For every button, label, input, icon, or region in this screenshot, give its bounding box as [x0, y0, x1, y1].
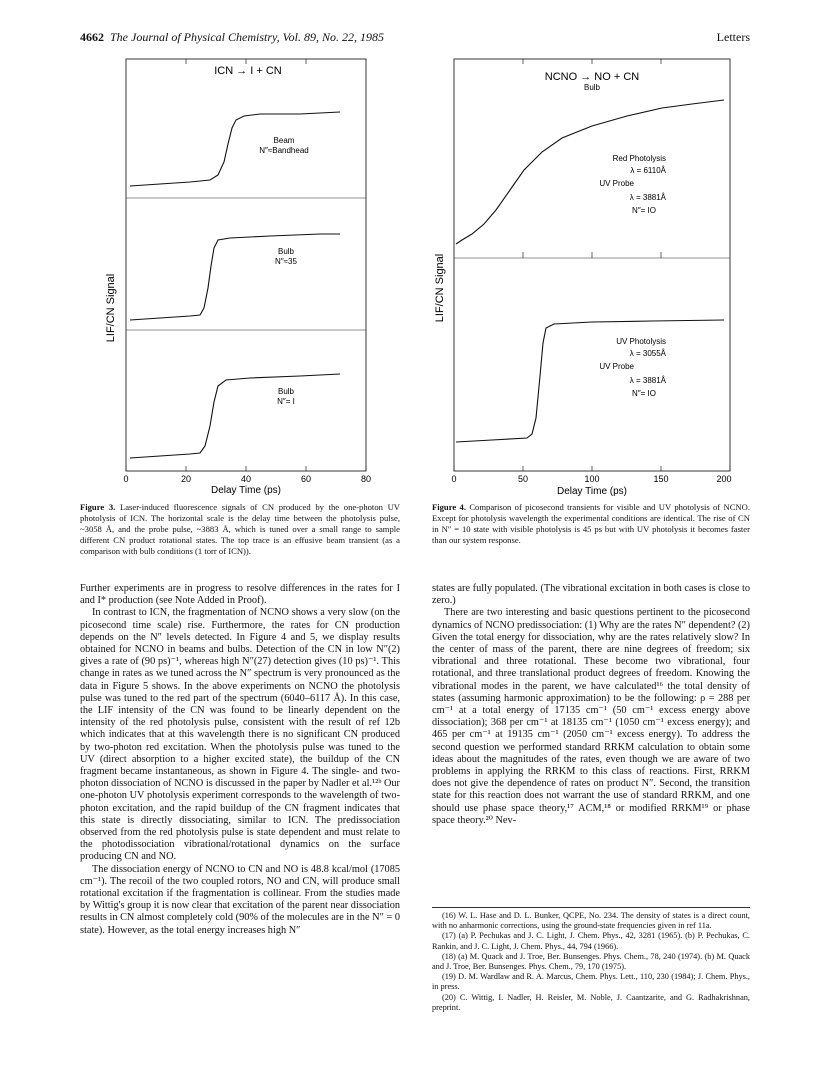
figure-3	[100, 58, 390, 498]
fig4-subtitle: Bulb	[583, 83, 601, 92]
fig3-caption-text: Laser-induced fluorescence signals of CN produced by the one-photon UV photolysis of ICN. The horizontal scale is the delay time between the photolysis pulse, ~3058 Å, and the probe pulse, ~3883 Å, which is tuned over a small range to sample different CN product rotational states. The top trace is an effusive beam transient (as a comparison with bulb conditions (1 torr of ICN)).	[80, 502, 400, 556]
journal-title: The Journal of Physical Chemistry, Vol. 89, No. 22, 1985	[110, 30, 384, 44]
fig3-trace3-label-2: N″= I	[277, 397, 295, 406]
fig3-xtick: 20	[180, 474, 192, 484]
footnote-references	[432, 907, 750, 1013]
page-header	[80, 30, 750, 48]
paragraph: The dissociation energy of NCNO to CN and NO is 48.8 kcal/mol (17085 cm⁻¹). The recoil of the two coupled rotors, NO and CN, will produce small rotational excitation if the fragmentation is collinear. From the studies made by Wittig's group it is now clear that excitation of the parent near dissociation results in CN almost completely cold (90% of the molecules are in the N″ = 0 state). However, as the total energy increases high N″	[80, 863, 400, 936]
paragraph: Further experiments are in progress to resolve differences in the rates for I and I* production (see Note Added in Proof).	[80, 583, 400, 607]
fig4-xtick: 200	[716, 474, 732, 484]
fig3-ylabel: LIF/CN Signal	[105, 273, 117, 343]
fig3-frame	[126, 59, 366, 471]
reference: (16) W. L. Hase and D. L. Bunker, QCPE, No. 234. The density of states is a direct count, with no anharmonic corrections, using the ground-state frequencies given in ref 11a.	[432, 911, 750, 931]
paragraph: There are two interesting and basic questions pertinent to the picosecond dynamics of NCNO predissociation: (1) Why are the rates N″ dependent? (2) Given the total energy for dissociation, why are the rates relatively slow? In the center of mass of the parent, there are nine degrees of freedom; six vibrational and three rotational. These become two vibrational, four rotational, and three translational product degrees of freedom. Knowing the vibrational modes in the parent, we have calculated¹⁶ the total density of states (assuming harmonic approximation) to be the following: ρ = 288 per cm⁻¹ at a total energy of 17135 cm⁻¹ (50 cm⁻¹ excess energy above dissociation); 368 per cm⁻¹ at 18135 cm⁻¹ (1050 cm⁻¹ excess energy); and 465 per cm⁻¹ at 19135 cm⁻¹ (2050 cm⁻¹ excess energy). To address the second question we performed standard RRKM calculation to obtain some ideas about the magnitudes of the rates, even though we are aware of two problems in applying the RRKM to this class of reactions. First, RRKM does not give the dependence of rates on product N″. Second, the transition state for this reaction does not warrant the use of standard RRKM, and one should use phase space theory,¹⁷ ACM,¹⁸ or modified RRKM¹⁹ or phase space theory.²⁰ Nev-	[432, 607, 750, 826]
figure-4-caption	[432, 502, 750, 546]
fig3-trace2-label-1: Bulb	[277, 247, 295, 256]
reference: (17) (a) P. Pechukas and J. C. Light, J. Chem. Phys., 42, 3281 (1965). (b) P. Pechukas, C. Rankin, and J. C. Light, J. Chem. Phys., 44, 794 (1966).	[432, 931, 750, 951]
fig4-trace2-line5: N″= IO	[632, 389, 656, 398]
fig3-xlabel: Delay Time (ps)	[210, 485, 282, 496]
fig3-trace-bulb-1	[130, 374, 340, 458]
figure-3-caption	[80, 502, 400, 557]
fig4-xtick: 150	[653, 474, 669, 484]
fig3-reaction-label: ICN → I + CN	[214, 65, 282, 77]
fig4-trace-red-photolysis	[456, 100, 724, 244]
figure-4	[432, 58, 737, 498]
fig4-trace2-line3: UV Probe	[599, 362, 634, 371]
fig3-caption-label: Figure 3.	[80, 502, 116, 512]
fig4-trace-uv-photolysis	[456, 320, 724, 442]
fig4-caption-text: Comparison of picosecond transients for visible and UV photolysis of NCNO. Except for photolysis wavelength the experimental conditions are identical. The rise of CN in N″ = 10 state with visible photolysis is 45 ps but with UV photolysis it becomes faster than our system response.	[432, 502, 750, 545]
fig4-caption-label: Figure 4.	[432, 502, 466, 512]
fig4-trace2-line2: λ = 3055Å	[629, 349, 666, 358]
fig3-xtick: 60	[300, 474, 312, 484]
fig4-trace1-line1: Red Photolysis	[612, 154, 666, 163]
journal-header	[80, 30, 384, 45]
paragraph: In contrast to ICN, the fragmentation of NCNO shows a very slow (on the picosecond time scale) rise. Furthermore, the rates for CN production depends on the N″ levels detected. In Figure 4 and 5, we display results obtained for NCNO in beams and bulbs. Detection of the CN in low N″(2) gives a rate of (90 ps)⁻¹, whereas high N″(27) detection gives (10 ps)⁻¹. This change in rates as we tuned across the N″ spectrum is very pronounced as the data in Figure 5 shows. In the above experiments on NCNO the photolysis pulse was tuned to the red part of the spectrum (6040–6117 Å). In this case, the LIF intensity of the CN was found to be linearly dependent on the intensity of the red photolysis pulse, consistent with the result of ref 12b which indicates that at this wavelength there is no significant CN produced by two-photon red excitation. When the photolysis pulse was tuned to the UV (direct absorption to a higher excited state), the buildup of the CN fragment became instantaneous, as shown in Figure 4. The single- and two-photon dissociation of NCNO is discussed in the paper by Nadler et al.¹²ᵇ Our one-photon UV photolysis experiment corresponds to the wavelength of two-photon excitation, and the rapid buildup of the CN fragment indicates that this state is directly dissociating, similar to ICN. The predissociation observed from the red photolysis pulse is state dependent and must relate to the photodissociation vibrational/rotational dynamics on the surface producing CN and NO.	[80, 607, 400, 863]
reference: (19) D. M. Wardlaw and R. A. Marcus, Chem. Phys. Lett., 110, 230 (1984); J. Chem. Phys., in press.	[432, 972, 750, 992]
fig4-frame	[454, 59, 730, 471]
fig3-trace3-label-1: Bulb	[277, 387, 295, 396]
left-column-text	[80, 583, 400, 937]
fig4-trace1-line5: N″= IO	[632, 206, 656, 215]
fig3-trace2-label-2: N″≈35	[275, 257, 297, 266]
figure-4-plot	[432, 58, 737, 498]
section-name: Letters	[716, 30, 750, 44]
fig4-xlabel: Delay Time (ps)	[556, 486, 628, 497]
right-column-text	[432, 583, 750, 827]
fig4-ylabel: LIF/CN Signal	[434, 253, 446, 323]
fig4-trace1-line2: λ = 6110Å	[630, 166, 666, 175]
fig3-xtick: 80	[360, 474, 372, 484]
fig4-xtick: 100	[584, 474, 600, 484]
reference: (18) (a) M. Quack and J. Troe, Ber. Bunsenges. Phys. Chem., 78, 240 (1974). (b) M. Quack and J. Troe, Ber. Bunsenges. Phys. Chem., 79, 170 (1975).	[432, 951, 750, 972]
fig4-trace1-line3: UV Probe	[599, 179, 634, 188]
fig4-trace1-line4: λ = 3881Å	[629, 193, 666, 202]
reference: (20) C. Wittig, I. Nadler, H. Reisler, M. Noble, J. Caantzarite, and G. Radhakrishnan, preprint.	[432, 992, 750, 1012]
fig4-reaction-label: NCNO → NO + CN	[544, 71, 640, 83]
fig3-xtick: 40	[240, 474, 252, 484]
fig3-xtick: 0	[123, 474, 129, 484]
fig3-trace1-label-2: N″≈Bandhead	[259, 146, 309, 155]
figure-3-plot	[100, 58, 390, 498]
page-number: 4662	[80, 30, 104, 44]
fig3-trace1-label-1: Beam	[273, 136, 295, 145]
fig4-xtick: 0	[451, 474, 457, 484]
paragraph: states are fully populated. (The vibrational excitation in both cases is close to zero.)	[432, 583, 750, 607]
fig4-trace2-line4: λ = 3881Å	[629, 376, 666, 385]
fig4-trace2-line1: UV Photolysis	[616, 337, 666, 346]
fig4-xtick: 50	[517, 474, 529, 484]
fig3-trace-bulb-35	[130, 234, 340, 320]
